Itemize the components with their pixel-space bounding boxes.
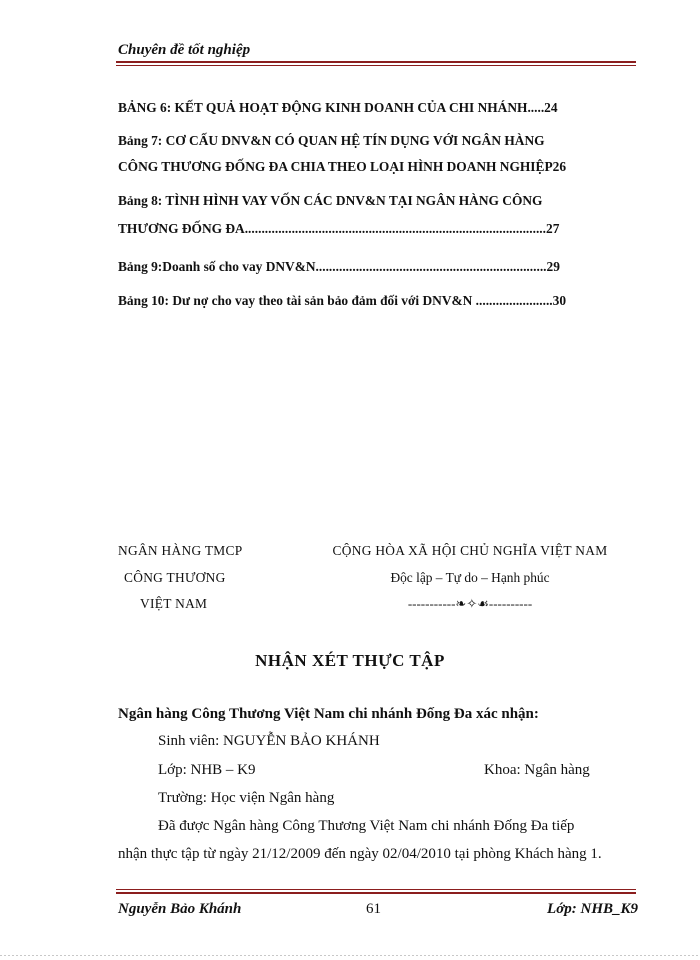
header-rule-thick (116, 61, 636, 63)
page-edge-dotted-line (0, 955, 700, 956)
student-faculty: Khoa: Ngân hàng (484, 762, 590, 778)
ornament-divider: -----------❧✧☙---------- (407, 596, 533, 611)
toc-entry-bang-9: Bảng 9:Doanh số cho vay DNV&N.....................................................................29 (118, 259, 560, 274)
student-class: Lớp: NHB – K9 (158, 762, 256, 778)
review-paragraph-line-1: Đã được Ngân hàng Công Thương Việt Nam chi nhánh Đống Đa tiếp (158, 818, 575, 834)
toc-entry-bang-10: Bảng 10: Dư nợ cho vay theo tài sản bảo đảm đối với DNV&N .......................30 (118, 293, 567, 308)
footer-page-number: 61 (366, 901, 381, 917)
review-paragraph-line-2: nhận thực tập từ ngày 21/12/2009 đến ngày 02/04/2010 tại phòng Khách hàng 1. (118, 846, 602, 862)
toc-entry-bang-7-line-1: Bảng 7: CƠ CẤU DNV&N CÓ QUAN HỆ TÍN DỤNG VỚI NGÂN HÀNG (118, 133, 545, 148)
bank-name-line-3: VIỆT NAM (140, 596, 208, 611)
toc-entry-bang-7-line-2: CÔNG THƯƠNG ĐỐNG ĐA CHIA THEO LOẠI HÌNH DOANH NGHIỆP26 (118, 159, 567, 174)
footer-author: Nguyễn Bảo Khánh (118, 901, 242, 917)
footer-rule-thick (116, 892, 636, 894)
toc-entry-bang-8-line-2: THƯƠNG ĐỐNG ĐA..........................................................................................27 (118, 221, 560, 236)
toc-entry-bang-8-line-1: Bảng 8: TÌNH HÌNH VAY VỐN CÁC DNV&N TẠI NGÂN HÀNG CÔNG (118, 193, 543, 208)
footer-class: Lớp: NHB_K9 (547, 901, 638, 917)
header-rule-thin (116, 65, 636, 66)
header-title: Chuyên đề tốt nghiệp (118, 42, 251, 58)
footer-rule-thin (116, 889, 636, 890)
review-intro: Ngân hàng Công Thương Việt Nam chi nhánh Đống Đa xác nhận: (118, 706, 539, 722)
student-name: Sinh viên: NGUYỄN BẢO KHÁNH (158, 733, 380, 749)
bank-name-line-2: CÔNG THƯƠNG (124, 570, 226, 585)
national-motto: Độc lập – Tự do – Hạnh phúc (390, 570, 550, 585)
bank-name-line-1: NGÂN HÀNG TMCP (118, 543, 243, 558)
review-title: NHẬN XÉT THỰC TẬP (255, 651, 445, 670)
toc-entry-bang-6: BẢNG 6: KẾT QUẢ HOẠT ĐỘNG KINH DOANH CỦA CHI NHÁNH.....24 (118, 100, 558, 115)
national-title: CỘNG HÒA XÃ HỘI CHỦ NGHĨA VIỆT NAM (332, 543, 608, 558)
student-school: Trường: Học viện Ngân hàng (158, 790, 335, 806)
